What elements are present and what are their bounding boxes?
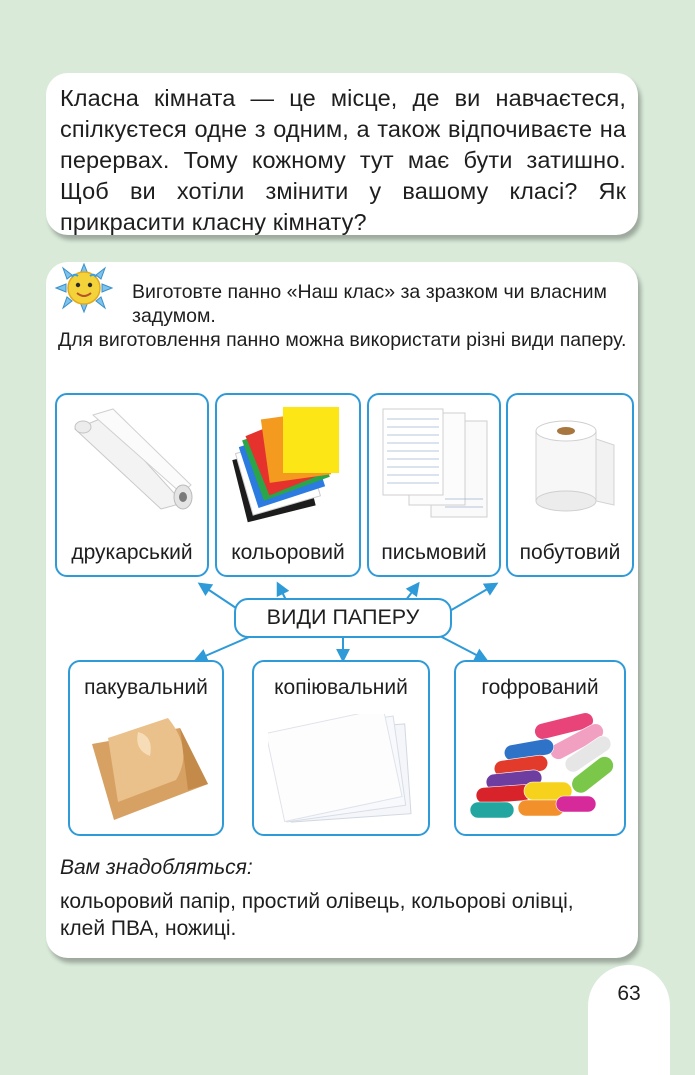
page-number: 63: [617, 982, 641, 1005]
crepe-paper-rolls-image: [464, 712, 620, 826]
paper-roll-image: [65, 407, 199, 517]
intro-paragraph: Класна кімната — це місце, де ви навчаєтеся, спілкуєтеся одне з одним, а також відпочиваєте на перервах. Тому кожному тут має бути затишно. Щоб ви хотіли змінити у вашому класі? Як прикрасити класну кімнату?: [60, 85, 626, 235]
paper-type-household: [506, 393, 634, 577]
paper-label: друкарський: [71, 541, 193, 564]
needs-list: кольоровий папір, простий олівець, кольорові олівці, клей ПВА, ножиці.: [60, 890, 574, 940]
paper-label: кольоровий: [231, 541, 345, 564]
packing-paper-image: [84, 710, 212, 826]
colored-paper-image: [225, 405, 353, 523]
task-card: [46, 262, 638, 958]
paper-type-writing: [367, 393, 501, 577]
paper-type-printing: [55, 393, 209, 577]
intro-card: [46, 73, 638, 235]
paper-type-colored: [215, 393, 361, 577]
paper-label: копіювальний: [274, 676, 408, 699]
needs-heading: Вам знадобляться:: [60, 856, 253, 879]
paper-label: пакувальний: [84, 676, 208, 699]
copying-paper-image: [268, 714, 418, 826]
toilet-paper-image: [518, 409, 626, 521]
paper-types-center-label: ВИДИ ПАПЕРУ: [234, 598, 452, 638]
sun-icon: [50, 258, 118, 318]
writing-paper-image: [379, 407, 491, 523]
paper-label: гофрований: [481, 676, 599, 699]
task-lead-text: Виготовте панно «Наш клас» за зразком чи власним задумом.: [132, 281, 607, 327]
paper-type-crepe: [454, 660, 626, 836]
task-note-text: Для виготовлення панно можна використати різні види паперу.: [58, 329, 627, 351]
page-number-tab: [588, 965, 670, 1075]
paper-label: побутовий: [519, 541, 621, 564]
paper-type-packing: [68, 660, 224, 836]
paper-type-copying: [252, 660, 430, 836]
paper-label: письмовий: [381, 541, 487, 564]
